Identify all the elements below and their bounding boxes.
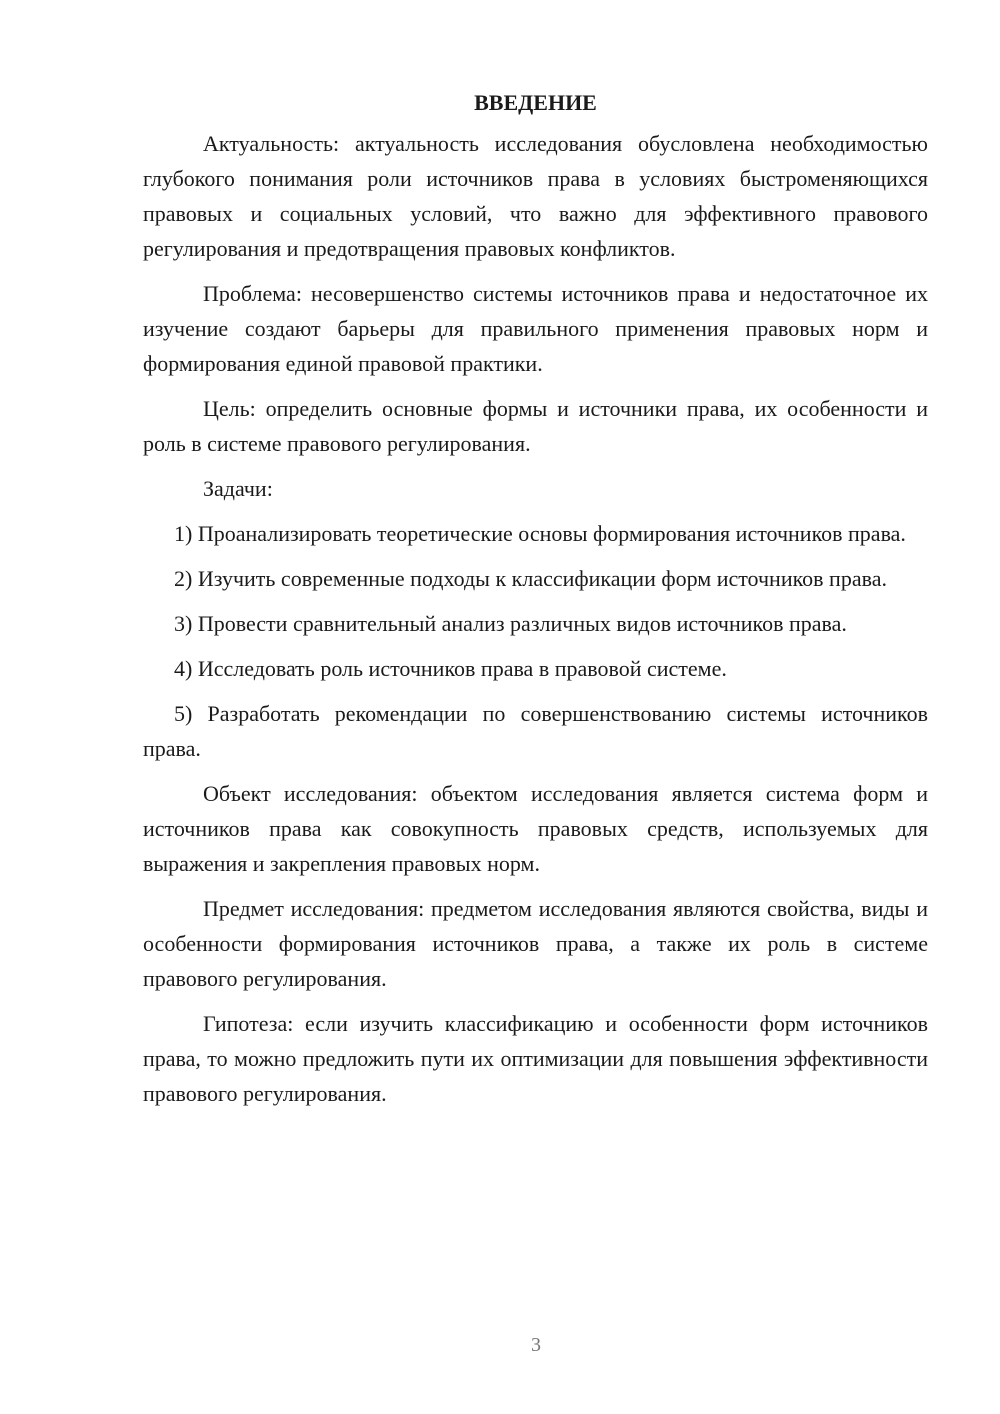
task-item: 1) Проанализировать теоретические основы формирования источников права.	[174, 521, 906, 546]
task-item: 5) Разработать рекомендации по совершенствованию системы источников права.	[143, 701, 928, 761]
task-item: 3) Провести сравнительный анализ различных видов источников права.	[174, 611, 847, 636]
page-number: 3	[531, 1334, 541, 1356]
document-page	[143, 88, 928, 1121]
task-item: 4) Исследовать роль источников права в правовой системе.	[174, 656, 727, 681]
task-item: 2) Изучить современные подходы к классификации форм источников права.	[174, 566, 887, 591]
paragraph-subject: Предмет исследования: предметом исследования являются свойства, виды и особенности формирования источников права, а также их роль в системе правового регулирования.	[143, 896, 928, 991]
paragraph-tasks-heading: Задачи:	[203, 476, 273, 501]
paragraph-goal: Цель: определить основные формы и источники права, их особенности и роль в системе правового регулирования.	[143, 396, 928, 456]
paragraph-hypothesis: Гипотеза: если изучить классификацию и особенности форм источников права, то можно предложить пути их оптимизации для повышения эффективности правового регулирования.	[143, 1011, 928, 1106]
paragraph-object: Объект исследования: объектом исследования является система форм и источников права как совокупность правовых средств, используемых для выражения и закрепления правовых норм.	[143, 781, 928, 876]
section-title: ВВЕДЕНИЕ	[474, 90, 597, 115]
paragraph-problem: Проблема: несовершенство системы источников права и недостаточное их изучение создают барьеры для правильного применения правовых норм и формирования единой правовой практики.	[143, 281, 928, 376]
paragraph-relevance: Актуальность: актуальность исследования обусловлена необходимостью глубокого понимания роли источников права в условиях быстроменяющихся правовых и социальных условий, что важно для эффективного правового регулирования и предотвращения правовых конфликтов.	[143, 131, 928, 261]
